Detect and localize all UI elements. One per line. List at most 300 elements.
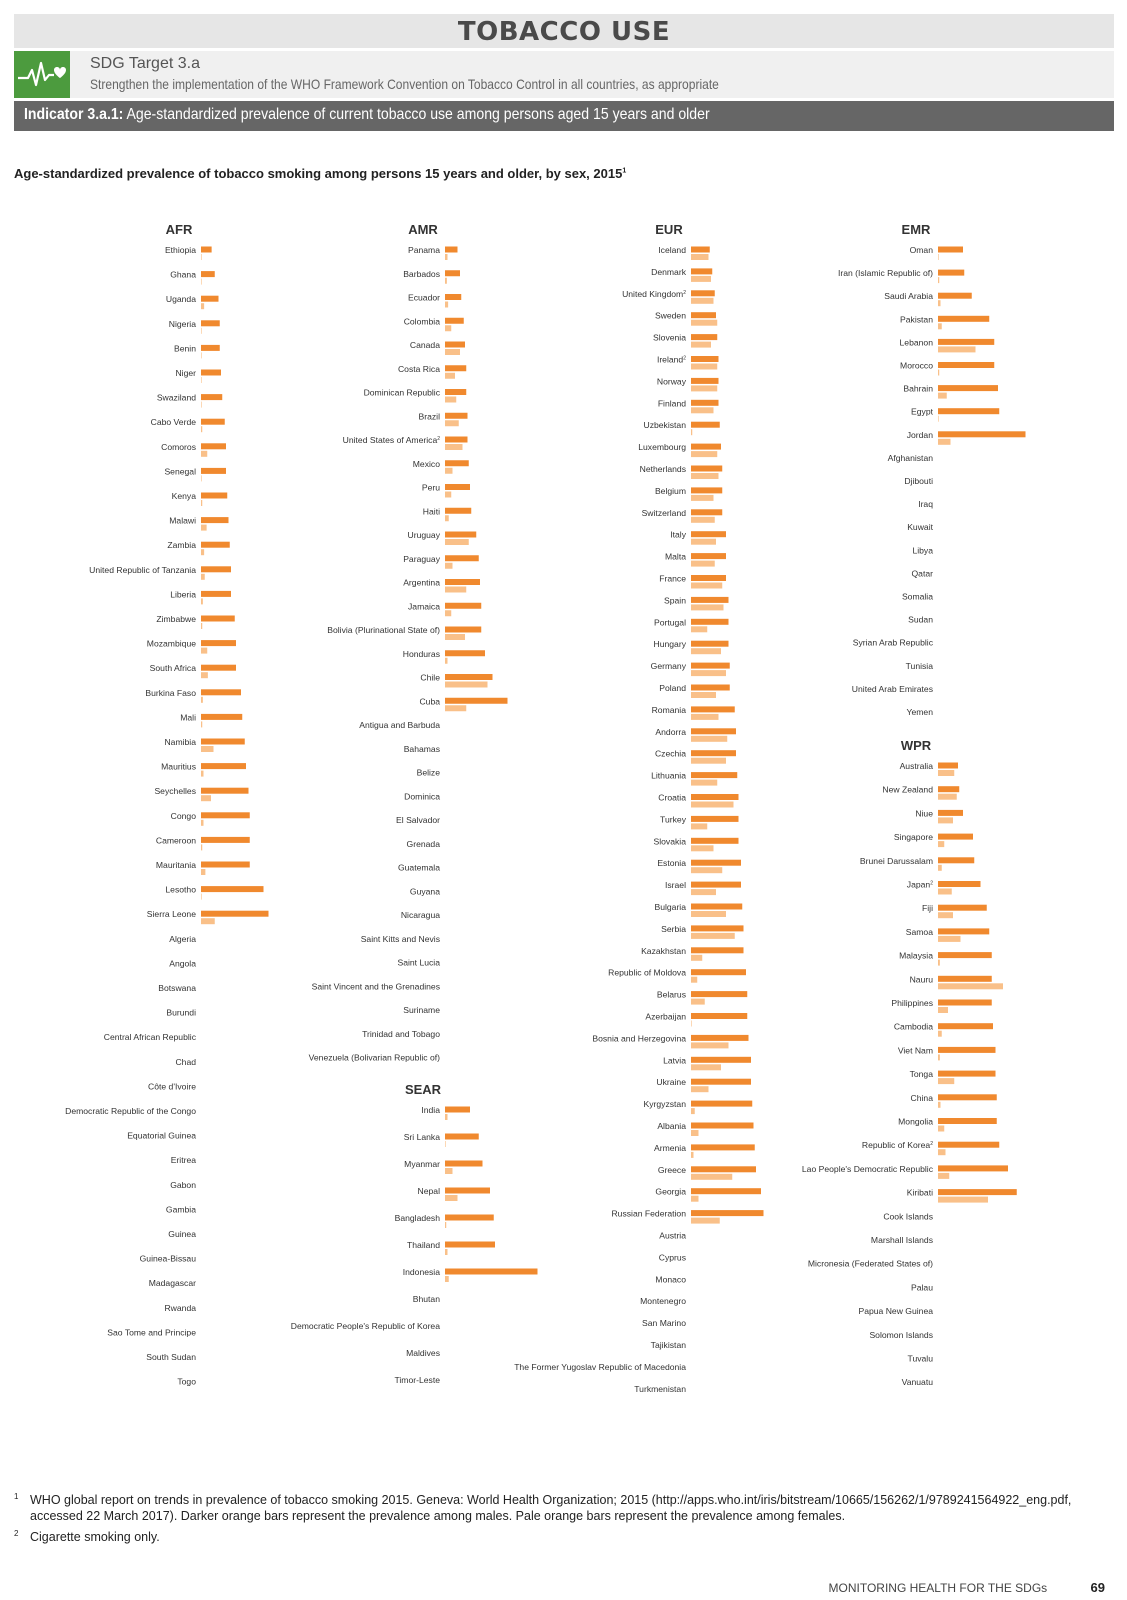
country-label: Trinidad and Tobago	[362, 1028, 440, 1039]
country-label: Kiribati	[906, 1187, 933, 1198]
country-label: Ethiopia	[164, 245, 196, 255]
country-label: Madagascar	[148, 1278, 196, 1289]
male-bar	[445, 555, 479, 561]
country-label: Barbados	[403, 268, 440, 279]
country-label: Denmark	[651, 266, 686, 277]
country-label: Bahamas	[403, 743, 440, 754]
male-bar	[691, 1057, 751, 1063]
male-bar	[691, 290, 715, 296]
female-bar	[201, 844, 202, 850]
country-note: 2	[930, 880, 933, 887]
male-bar	[201, 837, 250, 843]
male-bar	[938, 270, 964, 276]
male-bar	[938, 1023, 993, 1029]
female-bar	[691, 583, 722, 589]
female-bar	[691, 1064, 721, 1070]
country-label: Ecuador	[407, 292, 440, 303]
country-label: Cuba	[419, 696, 440, 707]
male-bar	[691, 1079, 751, 1085]
female-bar	[201, 574, 205, 580]
country-label: Ukraine	[656, 1077, 686, 1088]
country-label: Belgium	[654, 485, 686, 496]
male-bar	[938, 952, 992, 958]
male-bar	[691, 1210, 764, 1216]
female-bar	[691, 867, 722, 873]
male-bar	[445, 627, 481, 633]
female-bar	[445, 610, 451, 616]
male-bar	[691, 553, 726, 559]
country-label: Iran (Islamic Republic of)	[837, 268, 933, 279]
male-bar	[445, 365, 466, 371]
male-bar	[691, 1101, 752, 1107]
country-label: Bahrain	[903, 383, 933, 394]
male-bar	[445, 342, 465, 348]
female-bar	[201, 869, 205, 875]
country-label: Ireland$^2$	[656, 354, 686, 365]
region-heading: AMR	[408, 222, 438, 237]
country-label: Cook Islands	[883, 1211, 933, 1222]
female-bar	[445, 254, 448, 260]
male-bar	[445, 532, 476, 538]
male-bar	[938, 1165, 1008, 1171]
country-label: Estonia	[657, 858, 686, 869]
female-bar	[691, 933, 735, 939]
male-bar	[445, 1242, 495, 1248]
female-bar	[201, 500, 202, 506]
indicator-label: Indicator 3.a.1:	[24, 106, 124, 123]
male-bar	[691, 422, 720, 428]
country-label: Honduras	[402, 648, 440, 659]
female-bar	[691, 999, 705, 1005]
country-label: Costa Rica	[397, 363, 440, 374]
country-label: New Zealand	[882, 784, 933, 795]
country-note: 2	[683, 289, 686, 296]
male-bar	[691, 991, 747, 997]
male-bar	[938, 786, 959, 792]
female-bar	[691, 1196, 699, 1202]
female-bar	[201, 402, 202, 408]
male-bar	[691, 575, 726, 581]
country-label: Grenada	[406, 838, 440, 849]
country-label: Timor-Leste	[394, 1375, 440, 1385]
country-label: Oman	[909, 245, 933, 255]
female-bar	[445, 278, 447, 284]
female-bar	[938, 323, 942, 329]
female-bar	[938, 254, 939, 260]
female-bar	[691, 1042, 729, 1048]
female-bar	[691, 889, 716, 895]
female-bar	[201, 697, 203, 703]
page-footer	[829, 1580, 1106, 1595]
country-label: Bolivia (Plurinational State of)	[327, 625, 440, 635]
male-bar	[691, 685, 730, 691]
female-bar	[938, 1149, 946, 1155]
country-label: Seychelles	[154, 786, 196, 797]
country-label: Serbia	[661, 923, 686, 934]
male-bar	[938, 247, 963, 253]
female-bar	[691, 364, 717, 370]
country-label: Brunei Darussalam	[859, 855, 933, 866]
country-label: Turkey	[660, 814, 686, 825]
male-bar	[445, 1269, 538, 1275]
country-label: Saudi Arabia	[884, 291, 933, 302]
country-label: Bhutan	[412, 1294, 440, 1304]
country-label: Fiji	[922, 903, 933, 914]
country-label: The Former Yugoslav Republic of Macedonia	[514, 1361, 686, 1372]
female-bar	[445, 1276, 449, 1282]
country-label: Dominica	[404, 791, 440, 802]
country-label: United Kingdom$^2$	[622, 288, 686, 299]
country-label: Slovakia	[653, 836, 686, 847]
male-bar	[201, 370, 221, 376]
female-bar	[691, 670, 726, 676]
female-bar	[691, 276, 711, 282]
male-bar	[201, 320, 220, 326]
country-note: 2	[437, 436, 440, 442]
female-bar	[445, 1168, 453, 1174]
male-bar	[691, 487, 722, 493]
female-bar	[201, 771, 204, 777]
country-label: Lithuania	[651, 770, 686, 781]
male-bar	[691, 750, 736, 756]
country-label: Micronesia (Federated States of)	[807, 1258, 933, 1269]
female-bar	[691, 911, 726, 917]
country-label: Germany	[650, 661, 686, 672]
female-bar	[445, 397, 456, 403]
country-label: United Arab Emirates	[851, 683, 933, 694]
female-bar	[938, 439, 951, 445]
country-label: Azerbaijan	[645, 1011, 686, 1022]
female-bar	[201, 820, 204, 826]
male-bar	[201, 345, 220, 351]
female-bar	[201, 598, 203, 604]
country-label: San Marino	[642, 1318, 686, 1329]
page-title: TOBACCO USE	[457, 17, 671, 47]
country-label: Iraq	[918, 499, 933, 510]
female-bar	[691, 561, 715, 567]
country-label: Saint Kitts and Nevis	[360, 933, 440, 944]
female-bar	[201, 475, 202, 481]
country-label: Burundi	[166, 1007, 196, 1018]
male-bar	[201, 419, 225, 425]
female-bar	[201, 918, 215, 924]
country-label: United Republic of Tanzania	[89, 564, 196, 575]
female-bar	[445, 1195, 458, 1201]
country-label: Greece	[657, 1164, 686, 1175]
female-bar	[445, 420, 459, 426]
female-bar	[201, 549, 204, 555]
country-label: Democratic Republic of the Congo	[65, 1106, 196, 1116]
female-bar	[201, 623, 202, 629]
country-label: Guinea-Bissau	[139, 1253, 196, 1264]
female-bar	[445, 468, 453, 474]
country-label: Monaco	[655, 1274, 686, 1285]
country-label: Iceland	[658, 245, 686, 255]
male-bar	[938, 316, 989, 322]
female-bar	[691, 604, 724, 610]
country-label: Nauru	[909, 974, 933, 985]
male-bar	[691, 247, 710, 253]
country-label: Russian Federation	[611, 1208, 686, 1219]
female-bar	[938, 770, 954, 776]
country-label: Kazakhstan	[641, 945, 686, 956]
male-bar	[201, 640, 236, 646]
male-bar	[201, 763, 246, 769]
male-bar	[938, 1118, 997, 1124]
female-bar	[201, 672, 208, 678]
country-label: Burkina Faso	[145, 687, 196, 698]
female-bar	[691, 407, 714, 413]
country-label: Norway	[656, 376, 686, 387]
female-bar	[938, 1102, 941, 1108]
female-bar	[691, 539, 716, 545]
country-label: Lao People's Democratic Republic	[801, 1163, 933, 1174]
country-label: Albania	[657, 1121, 686, 1131]
country-label: Senegal	[164, 466, 196, 477]
male-bar	[201, 665, 236, 671]
female-bar	[691, 495, 714, 501]
country-label: France	[659, 573, 686, 584]
male-bar	[691, 1166, 756, 1172]
country-label: Zimbabwe	[156, 614, 196, 624]
female-bar	[445, 1114, 448, 1120]
country-label: Botswana	[158, 983, 196, 993]
country-label: Croatia	[658, 792, 686, 803]
male-bar	[445, 1134, 479, 1140]
male-bar	[938, 976, 992, 982]
country-label: Rwanda	[164, 1302, 196, 1313]
female-bar	[691, 1021, 692, 1027]
male-bar	[691, 509, 722, 515]
country-label: Myanmar	[404, 1159, 440, 1169]
female-bar	[445, 1249, 448, 1255]
female-bar	[201, 352, 202, 358]
footnote-text: Cigarette smoking only.	[30, 1530, 160, 1544]
country-label: Bosnia and Herzegovina	[592, 1033, 686, 1044]
male-bar	[445, 270, 460, 276]
country-label: Kuwait	[907, 522, 933, 533]
country-label: Tuvalu	[907, 1353, 933, 1364]
region-heading: EUR	[655, 222, 683, 237]
male-bar	[938, 1047, 996, 1053]
country-label: Marshall Islands	[870, 1235, 933, 1245]
country-label: Cambodia	[893, 1021, 933, 1032]
female-bar	[938, 865, 942, 871]
country-label: Tajikistan	[650, 1340, 686, 1350]
country-label: Lebanon	[899, 337, 933, 348]
female-bar	[201, 426, 202, 432]
male-bar	[691, 947, 744, 953]
country-label: Libya	[912, 545, 933, 556]
country-label: Chad	[175, 1056, 196, 1067]
country-label: Samoa	[905, 926, 933, 937]
female-bar	[691, 626, 707, 632]
male-bar	[445, 389, 466, 395]
country-label: Somalia	[901, 591, 933, 602]
male-bar	[445, 508, 471, 514]
female-bar	[691, 342, 711, 348]
female-bar	[691, 1152, 694, 1158]
country-label: Sudan	[908, 614, 933, 625]
country-label: Afghanistan	[887, 452, 933, 463]
female-bar	[938, 889, 952, 895]
country-label: Papua New Guinea	[858, 1306, 933, 1317]
country-label: Ghana	[170, 269, 196, 280]
female-bar	[691, 320, 717, 326]
female-bar	[691, 1130, 699, 1136]
country-label: Saint Vincent and the Grenadines	[311, 981, 440, 992]
country-label: Namibia	[164, 737, 196, 747]
male-bar	[201, 739, 245, 745]
male-bar	[691, 466, 722, 472]
country-label: Switzerland	[641, 507, 686, 518]
male-bar	[691, 597, 729, 603]
footnote-mark: 2	[14, 1529, 19, 1538]
male-bar	[445, 247, 458, 253]
male-bar	[691, 925, 744, 931]
female-bar	[201, 894, 202, 900]
female-bar	[691, 1108, 695, 1114]
male-bar	[201, 542, 230, 548]
country-label: Dominican Republic	[363, 387, 440, 398]
country-label: Latvia	[663, 1055, 686, 1066]
country-label: Egypt	[911, 406, 933, 417]
country-label: Thailand	[407, 1240, 440, 1250]
country-label: Sri Lanka	[403, 1132, 440, 1142]
male-bar	[201, 247, 212, 253]
country-label: Pakistan	[900, 314, 933, 325]
female-bar	[691, 1086, 709, 1092]
sdg-target-description: Strengthen the implementation of the WHO Framework Convention on Tobacco Control in all countries, as appropriate	[90, 76, 719, 92]
female-bar	[938, 1054, 940, 1060]
female-bar	[938, 817, 953, 823]
female-bar	[938, 1007, 948, 1013]
male-bar	[938, 1142, 999, 1148]
male-bar	[445, 603, 481, 609]
female-bar	[938, 1126, 944, 1132]
country-label: Slovenia	[653, 332, 686, 343]
country-label: Finland	[657, 398, 686, 409]
female-bar	[691, 1218, 720, 1224]
country-label: Angola	[169, 958, 196, 969]
footer-label: MONITORING HEALTH FOR THE SDGs	[828, 1581, 1048, 1595]
male-bar	[938, 928, 989, 934]
country-label: Morocco	[900, 360, 933, 371]
female-bar	[938, 983, 1003, 989]
country-label: Gabon	[170, 1179, 196, 1190]
female-bar	[691, 385, 717, 391]
female-bar	[445, 349, 460, 355]
country-label: Uganda	[165, 294, 196, 305]
female-bar	[691, 451, 717, 457]
male-bar	[691, 904, 742, 910]
female-bar	[691, 254, 709, 260]
country-label: Tunisia	[905, 660, 933, 671]
male-bar	[201, 911, 269, 917]
male-bar	[691, 531, 726, 537]
male-bar	[201, 862, 250, 868]
country-label: Portugal	[653, 617, 686, 628]
country-label: Netherlands	[639, 464, 686, 474]
female-bar	[201, 451, 207, 457]
country-note: 2	[683, 355, 686, 362]
female-bar	[201, 377, 202, 383]
country-label: Montenegro	[640, 1296, 686, 1307]
male-bar	[445, 318, 464, 324]
male-bar	[445, 460, 469, 466]
male-bar	[201, 591, 231, 597]
country-label: Hungary	[653, 639, 686, 650]
female-bar	[938, 1031, 942, 1037]
country-label: India	[421, 1105, 440, 1115]
female-bar	[691, 758, 726, 764]
male-bar	[691, 882, 741, 888]
female-bar	[691, 1174, 732, 1180]
country-label: Mozambique	[146, 638, 196, 649]
chart-title-text: Age-standardized prevalence of tobacco smoking among persons 15 years and older, by sex, 2015	[14, 166, 623, 181]
country-label: Benin	[174, 343, 196, 354]
country-label: Palau	[911, 1282, 933, 1293]
country-label: Eritrea	[170, 1155, 196, 1166]
country-label: Niue	[915, 808, 933, 819]
country-label: Mali	[180, 712, 196, 723]
country-label: Niger	[175, 368, 196, 378]
female-bar	[938, 416, 939, 422]
country-label: Côte d'Ivoire	[148, 1081, 196, 1092]
male-bar	[445, 650, 485, 656]
country-label: Cameroon	[155, 835, 196, 846]
country-label: Sao Tome and Principe	[107, 1327, 196, 1338]
female-bar	[691, 648, 721, 654]
country-label: Romania	[651, 704, 686, 715]
female-bar	[445, 634, 465, 640]
male-bar	[691, 356, 719, 362]
female-bar	[938, 1197, 988, 1203]
female-bar	[201, 795, 211, 801]
country-label: El Salvador	[396, 815, 440, 825]
female-bar	[938, 370, 939, 376]
female-bar	[691, 823, 707, 829]
country-label: Malaysia	[899, 950, 933, 961]
male-bar	[201, 788, 249, 794]
male-bar	[691, 838, 739, 844]
male-bar	[691, 1035, 749, 1041]
female-bar	[938, 300, 941, 306]
country-label: Republic of Korea$^2$	[861, 1140, 933, 1151]
country-label: Vanuatu	[901, 1377, 933, 1388]
female-bar	[201, 254, 202, 260]
country-label: Solomon Islands	[869, 1329, 933, 1340]
male-bar	[201, 296, 219, 302]
female-bar	[445, 587, 466, 593]
country-label: Canada	[409, 340, 440, 350]
country-label: Viet Nam	[897, 1045, 933, 1056]
female-bar	[691, 692, 716, 698]
male-bar	[938, 905, 987, 911]
female-bar	[691, 429, 692, 435]
country-label: Sierra Leone	[146, 909, 196, 920]
country-label: Mauritius	[161, 761, 196, 772]
country-label: Peru	[421, 482, 440, 493]
country-label: Djibouti	[904, 476, 933, 486]
country-label: Zambia	[167, 540, 196, 551]
female-bar	[938, 841, 944, 847]
country-label: Uruguay	[407, 530, 440, 540]
country-label: Panama	[407, 245, 440, 255]
male-bar	[201, 517, 229, 523]
footnote-text: WHO global report on trends in prevalence of tobacco smoking 2015. Geneva: World Health Organization; 2015 (http://apps.who.int/iris/bitstream/10665/156262/1/9789241564922_eng.pdf, accessed 22 March 2017). Darker orange bars represent the prevalence among males. Pale orange bars represent the prevalence among females.	[30, 1493, 1072, 1523]
country-label: Poland	[659, 683, 686, 693]
